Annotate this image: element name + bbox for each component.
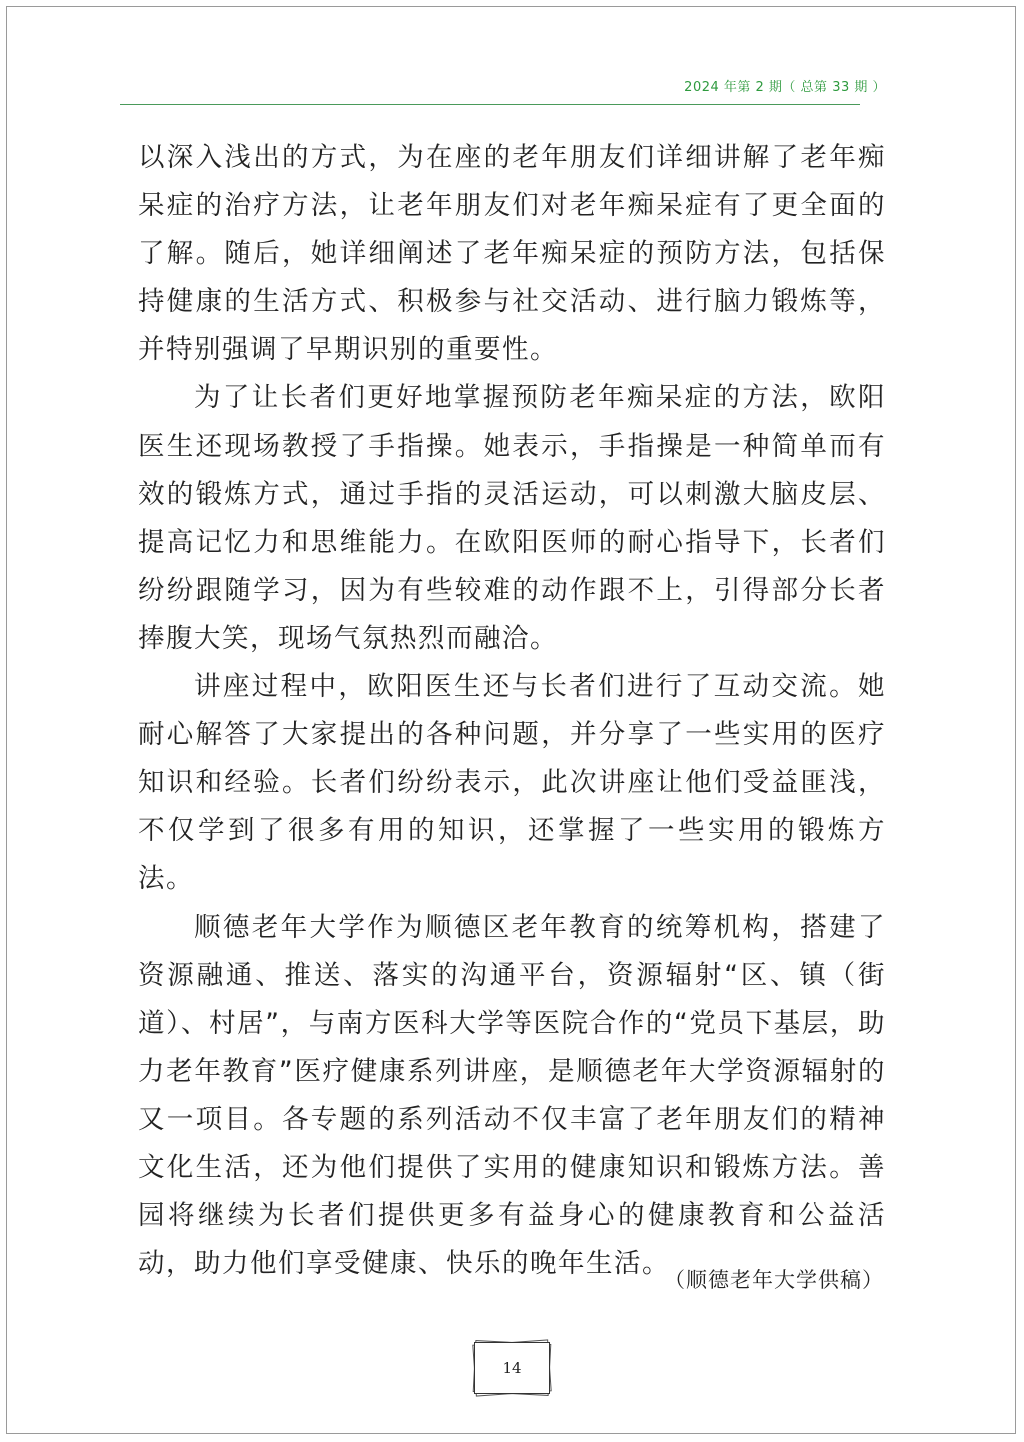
- paragraph-2: 为了让长者们更好地掌握预防老年痴呆症的方法，欧阳医生还现场教授了手指操。她表示，手指操是一种简单而有效的锻炼方式，通过手指的灵活运动，可以刺激大脑皮层、提高记忆力和思维能力。在欧阳医师的耐心指导下，长者们纷纷跟随学习，因为有些较难的动作跟不上，引得部分长者捧腹大笑，现场气氛热烈而融洽。: [138, 382, 886, 654]
- paragraph-1: 以深入浅出的方式，为在座的老年朋友们详细讲解了老年痴呆症的治疗方法，让老年朋友们对老年痴呆症有了更全面的了解。随后，她详细阐述了老年痴呆症的预防方法，包括保持健康的生活方式、积极参与社交活动、进行脑力锻炼等，并特别强调了早期识别的重要性。: [138, 142, 886, 366]
- paragraph-3: 讲座过程中，欧阳医生还与长者们进行了互动交流。她耐心解答了大家提出的各种问题，并分享了一些实用的医疗知识和经验。长者们纷纷表示，此次讲座让他们受益匪浅，不仅学到了很多有用的知识，还掌握了一些实用的锻炼方法。: [138, 671, 886, 895]
- article-body: [138, 134, 886, 1288]
- paragraph-4: 顺德老年大学作为顺德区老年教育的统筹机构，搭建了资源融通、推送、落实的沟通平台，资源辐射“区、镇（街道）、村居”，与南方医科大学等医院合作的“党员下基层，助力老年教育”医疗健康系列讲座，是顺德老年大学资源辐射的又一项目。各专题的系列活动不仅丰富了老年朋友们的精神文化生活，还为他们提供了实用的健康知识和锻炼方法。善园将继续为长者们提供更多有益身心的健康教育和公益活动，助力他们享受健康、快乐的晚年生活。: [138, 911, 886, 1280]
- article-source: （顺德老年大学供稿）: [664, 1268, 884, 1292]
- page-number: 14: [502, 1359, 522, 1377]
- page-number-badge: [468, 1336, 556, 1400]
- issue-header: 2024 年第 2 期（ 总第 33 期 ）: [684, 80, 886, 95]
- header-divider: [120, 104, 860, 105]
